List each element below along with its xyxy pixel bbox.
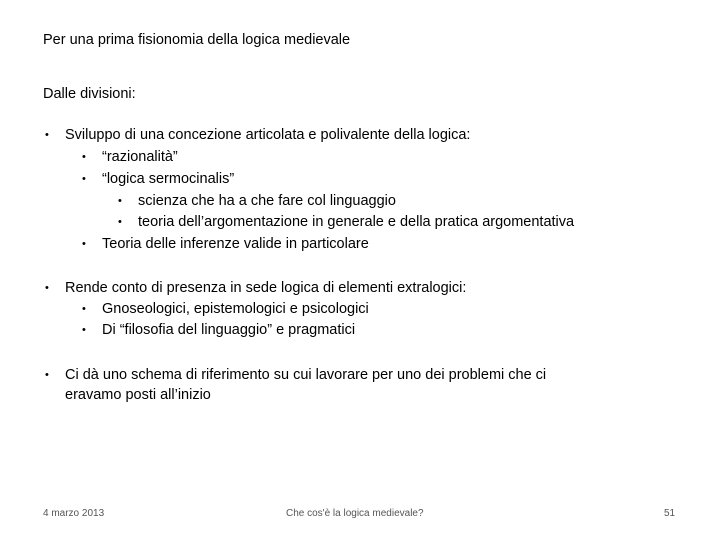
bullet-sub-1-3: •	[82, 238, 86, 250]
sub-point-inferenze: Teoria delle inferenze valide in particolare	[102, 236, 369, 252]
bullet-sub-1-1: •	[82, 151, 86, 163]
sub-sub-point-scienza: scienza che ha a che fare col linguaggio	[138, 193, 396, 209]
point-3-text-line-1: Ci dà uno schema di riferimento su cui lavorare per uno dei problemi che ci	[65, 367, 547, 383]
point-3-text-line-2: eravamo posti all’inizio	[65, 387, 211, 403]
bullet-point-2: •	[45, 282, 49, 294]
sub-point-gnoseologici: Gnoseologici, epistemologici e psicologici	[102, 301, 369, 317]
footer-date: 4 marzo 2013	[43, 508, 105, 519]
sub-sub-point-argomentazione: teoria dell’argomentazione in generale e della pratica argomentativa	[138, 214, 575, 230]
sub-point-logica-sermocinalis: “logica sermocinalis”	[102, 171, 235, 187]
bullet-sub-1-2: •	[82, 173, 86, 185]
bullet-sub-1-2-1: •	[118, 195, 122, 207]
intro-text: Dalle divisioni:	[43, 86, 136, 102]
sub-point-razionalita: “razionalità”	[102, 149, 178, 165]
bullet-point-1: •	[45, 129, 49, 141]
bullet-sub-2-2: •	[82, 324, 86, 336]
bullet-point-3: •	[45, 369, 49, 381]
bullet-sub-1-2-2: •	[118, 216, 122, 228]
footer-page-number: 51	[664, 508, 676, 519]
bullet-sub-2-1: •	[82, 303, 86, 315]
point-1-text: Sviluppo di una concezione articolata e polivalente della logica:	[65, 127, 471, 143]
slide-title: Per una prima fisionomia della logica medievale	[43, 32, 351, 48]
point-2-text: Rende conto di presenza in sede logica di elementi extralogici:	[65, 280, 467, 296]
footer-title: Che cos'è la logica medievale?	[286, 508, 424, 519]
sub-point-filosofia-linguaggio: Di “filosofia del linguaggio” e pragmatici	[102, 322, 356, 338]
